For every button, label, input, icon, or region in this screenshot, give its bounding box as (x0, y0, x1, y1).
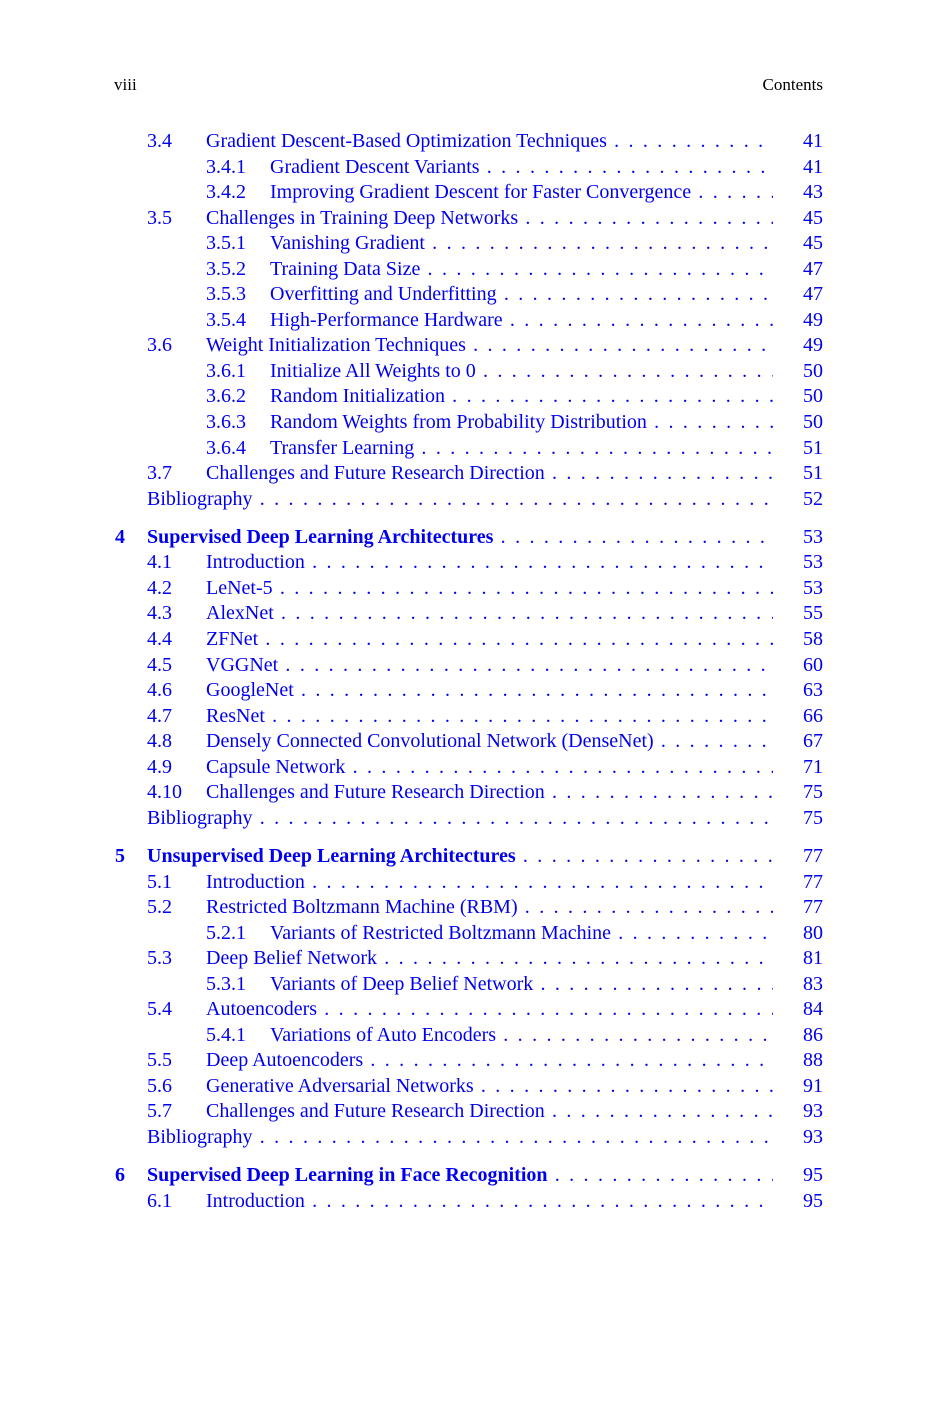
toc-page-link[interactable]: 52 (803, 487, 823, 510)
toc-title-link[interactable]: LeNet-5 . . . (206, 576, 773, 602)
toc-title-link[interactable]: Challenges in Training Deep Networks . . . (206, 206, 773, 232)
toc-entry-section[interactable] (114, 678, 823, 704)
running-head (114, 74, 823, 96)
toc-number: 4.5 (147, 653, 172, 676)
toc-title-link[interactable]: Challenges and Future Research Direction . . . (206, 461, 773, 487)
toc-page-link[interactable]: 66 (803, 704, 823, 727)
toc-page-link[interactable]: 86 (803, 1023, 823, 1046)
toc-entry-section[interactable] (114, 1189, 823, 1215)
toc-title-link[interactable]: High-Performance Hardware . . . (270, 308, 773, 334)
toc-page-link[interactable]: 77 (803, 870, 823, 893)
toc-page-link[interactable]: 41 (803, 155, 823, 178)
toc-entry-biblio[interactable] (114, 1125, 823, 1151)
toc-entry-section[interactable] (114, 870, 823, 896)
toc-entry-subsection[interactable] (114, 282, 823, 308)
toc-page-link[interactable]: 58 (803, 627, 823, 650)
toc-number: 3.7 (147, 462, 172, 485)
toc-title-link[interactable]: Bibliography . . . (147, 487, 773, 513)
toc-number: 5.3 (147, 947, 172, 970)
toc-number: 4.10 (147, 781, 182, 804)
toc-title-link[interactable]: Variations of Auto Encoders . . . (270, 1023, 773, 1049)
toc-entry-section[interactable] (114, 333, 823, 359)
toc-page-link[interactable]: 50 (803, 359, 823, 382)
toc-number: 5.7 (147, 1100, 172, 1123)
toc-title-link[interactable]: Transfer Learning . . . (270, 436, 773, 462)
toc-number: 4.1 (147, 551, 172, 574)
page-number: viii (114, 75, 137, 94)
toc-title-link[interactable]: Bibliography . . . (147, 1125, 773, 1151)
toc-number: 5 (115, 844, 125, 867)
toc-page-link[interactable]: 75 (803, 806, 823, 829)
toc-number: 4.3 (147, 602, 172, 625)
toc-title-link[interactable]: Generative Adversarial Networks . . . (206, 1074, 773, 1100)
toc-page-link[interactable]: 93 (803, 1125, 823, 1148)
toc-page-link[interactable]: 84 (803, 998, 823, 1021)
toc-page-link[interactable]: 51 (803, 462, 823, 485)
toc-page-link[interactable]: 77 (803, 896, 823, 919)
toc-entry-section[interactable] (114, 206, 823, 232)
toc-title-link[interactable]: Restricted Boltzmann Machine (RBM) . . . (206, 895, 773, 921)
toc-page-link[interactable]: 50 (803, 385, 823, 408)
toc-page-link[interactable]: 81 (803, 947, 823, 970)
toc-title-link[interactable]: Bibliography . . . (147, 806, 773, 832)
toc-number: 6.1 (147, 1189, 172, 1212)
toc-number: 5.4 (147, 998, 172, 1021)
toc-entry-section[interactable] (114, 653, 823, 679)
toc-page-link[interactable]: 53 (803, 551, 823, 574)
toc-page-link[interactable]: 49 (803, 308, 823, 331)
toc-entry-subsection[interactable] (114, 257, 823, 283)
toc-title-link[interactable]: Overfitting and Underfitting . . . (270, 282, 773, 308)
toc-title-link[interactable]: Supervised Deep Learning in Face Recognition . . . (147, 1163, 773, 1189)
toc-entry-biblio[interactable] (114, 487, 823, 513)
toc-entry-section[interactable] (114, 729, 823, 755)
toc-number: 3.4.1 (206, 155, 246, 178)
toc-number: 4 (115, 525, 125, 548)
toc-entry-section[interactable] (114, 704, 823, 730)
toc-page-link[interactable]: 51 (803, 436, 823, 459)
toc-page-link[interactable]: 95 (803, 1164, 823, 1187)
toc-title-link[interactable]: AlexNet . . . (206, 601, 773, 627)
toc-title-link[interactable]: Introduction . . . (206, 550, 773, 576)
toc-number: 3.5 (147, 206, 172, 229)
toc-page-link[interactable]: 45 (803, 232, 823, 255)
toc-title-link[interactable]: Challenges and Future Research Direction . . . (206, 780, 773, 806)
toc-page-link[interactable]: 41 (803, 130, 823, 152)
toc-page-link[interactable]: 67 (803, 730, 823, 753)
toc-title-link[interactable]: Initialize All Weights to 0 . . . (270, 359, 773, 385)
toc-number: 5.6 (147, 1074, 172, 1097)
toc-number: 4.6 (147, 679, 172, 702)
toc-page-link[interactable]: 43 (803, 181, 823, 204)
toc-title-link[interactable]: Supervised Deep Learning Architectures . . . (147, 525, 773, 551)
toc-page-link[interactable]: 77 (803, 844, 823, 867)
toc-number: 3.5.1 (206, 232, 246, 255)
toc-title-link[interactable]: Random Weights from Probability Distribution . . . (270, 410, 773, 436)
toc-entry-subsection[interactable] (114, 308, 823, 334)
toc-entry-section[interactable] (114, 576, 823, 602)
toc-entry-subsection[interactable] (114, 231, 823, 257)
toc-entry-subsection[interactable] (114, 972, 823, 998)
toc-entry-biblio[interactable] (114, 806, 823, 832)
toc-entry-section[interactable] (114, 895, 823, 921)
toc-entry-section[interactable] (114, 755, 823, 781)
toc-entry-section[interactable] (114, 1048, 823, 1074)
toc-entry-section[interactable] (114, 780, 823, 806)
toc-title-link[interactable]: ResNet . . . (206, 704, 773, 730)
toc-page-link[interactable]: 60 (803, 653, 823, 676)
toc-entry-section[interactable] (114, 946, 823, 972)
toc-number: 3.5.3 (206, 283, 246, 306)
toc-title-link[interactable]: VGGNet . . . (206, 653, 773, 679)
toc-entry-section[interactable] (114, 461, 823, 487)
toc-title-link[interactable]: Deep Belief Network . . . (206, 946, 773, 972)
toc-number: 4.9 (147, 755, 172, 778)
toc-page-link[interactable]: 80 (803, 921, 823, 944)
toc-number: 5.2.1 (206, 921, 246, 944)
toc-page-link[interactable]: 91 (803, 1074, 823, 1097)
toc-number: 6 (115, 1164, 125, 1187)
toc-number: 3.4.2 (206, 181, 246, 204)
toc-title-link[interactable]: ZFNet . . . (206, 627, 773, 653)
toc-number: 5.2 (147, 896, 172, 919)
toc-title-link[interactable]: Weight Initialization Techniques . . . (206, 333, 773, 359)
toc-title-link[interactable]: GoogleNet . . . (206, 678, 773, 704)
toc-title-link[interactable]: Gradient Descent Variants . . . (270, 155, 773, 181)
toc-entry-subsection[interactable] (114, 359, 823, 385)
toc-title-link[interactable]: Training Data Size . . . (270, 257, 773, 283)
toc-page-link[interactable]: 75 (803, 781, 823, 804)
toc-number: 5.4.1 (206, 1023, 246, 1046)
toc-number: 4.4 (147, 627, 172, 650)
toc-entry-subsection[interactable] (114, 180, 823, 206)
toc-page-link[interactable]: 88 (803, 1049, 823, 1072)
toc-entry-chapter[interactable] (114, 1163, 823, 1189)
toc-title-link[interactable]: Gradient Descent-Based Optimization Techniques . . . (206, 129, 773, 155)
toc-number: 3.5.2 (206, 257, 246, 280)
toc-entry-section[interactable] (114, 129, 823, 155)
toc-title-link[interactable]: Capsule Network . . . (206, 755, 773, 781)
toc-entry-subsection[interactable] (114, 921, 823, 947)
toc-page-link[interactable]: 45 (803, 206, 823, 229)
toc-entry-chapter[interactable] (114, 525, 823, 551)
toc-page-link[interactable]: 49 (803, 334, 823, 357)
toc-entry-section[interactable] (114, 550, 823, 576)
toc-number: 3.5.4 (206, 308, 246, 331)
toc-title-link[interactable]: Introduction . . . (206, 870, 773, 896)
toc-number: 4.7 (147, 704, 172, 727)
toc-entry-subsection[interactable] (114, 1023, 823, 1049)
toc-entry-subsection[interactable] (114, 436, 823, 462)
table-of-contents (114, 129, 823, 1214)
toc-number: 3.6.2 (206, 385, 246, 408)
toc-page-link[interactable]: 47 (803, 283, 823, 306)
toc-page-link[interactable]: 93 (803, 1100, 823, 1123)
toc-page-link[interactable]: 55 (803, 602, 823, 625)
toc-number: 5.3.1 (206, 972, 246, 995)
toc-entry-section[interactable] (114, 627, 823, 653)
toc-page-link[interactable]: 83 (803, 972, 823, 995)
toc-entry-subsection[interactable] (114, 384, 823, 410)
running-head-title: Contents (762, 75, 823, 94)
toc-title-link[interactable]: Autoencoders . . . (206, 997, 773, 1023)
toc-page-link[interactable]: 95 (803, 1189, 823, 1212)
toc-number: 5.5 (147, 1049, 172, 1072)
toc-number: 3.6 (147, 334, 172, 357)
toc-entry-section[interactable] (114, 997, 823, 1023)
toc-entry-chapter[interactable] (114, 844, 823, 870)
toc-page-link[interactable]: 53 (803, 525, 823, 548)
toc-title-link[interactable]: Deep Autoencoders . . . (206, 1048, 773, 1074)
toc-title-link[interactable]: Unsupervised Deep Learning Architectures . . . (147, 844, 773, 870)
toc-number: 3.6.3 (206, 411, 246, 434)
toc-title-link[interactable]: Improving Gradient Descent for Faster Convergence . . . (270, 180, 773, 206)
toc-number: 4.2 (147, 576, 172, 599)
toc-title-link[interactable]: Variants of Restricted Boltzmann Machine . . . (270, 921, 773, 947)
toc-title-link[interactable]: Vanishing Gradient . . . (270, 231, 773, 257)
toc-entry-section[interactable] (114, 1074, 823, 1100)
toc-number: 5.1 (147, 870, 172, 893)
toc-entry-section[interactable] (114, 601, 823, 627)
toc-number: 4.8 (147, 730, 172, 753)
toc-page-link[interactable]: 47 (803, 257, 823, 280)
toc-entry-section[interactable] (114, 1099, 823, 1125)
toc-page-link[interactable]: 50 (803, 411, 823, 434)
toc-title-link[interactable]: Densely Connected Convolutional Network (DenseNet) . . . (206, 729, 773, 755)
toc-title-link[interactable]: Introduction . . . (206, 1189, 773, 1215)
toc-entry-subsection[interactable] (114, 155, 823, 181)
toc-page-link[interactable]: 63 (803, 679, 823, 702)
toc-title-link[interactable]: Random Initialization . . . (270, 384, 773, 410)
toc-number: 3.6.1 (206, 359, 246, 382)
toc-page-link[interactable]: 53 (803, 576, 823, 599)
toc-page-link[interactable]: 71 (803, 755, 823, 778)
toc-title-link[interactable]: Variants of Deep Belief Network . . . (270, 972, 773, 998)
toc-title-link[interactable]: Challenges and Future Research Direction . . . (206, 1099, 773, 1125)
toc-number: 3.4 (147, 130, 172, 152)
toc-number: 3.6.4 (206, 436, 246, 459)
toc-entry-subsection[interactable] (114, 410, 823, 436)
